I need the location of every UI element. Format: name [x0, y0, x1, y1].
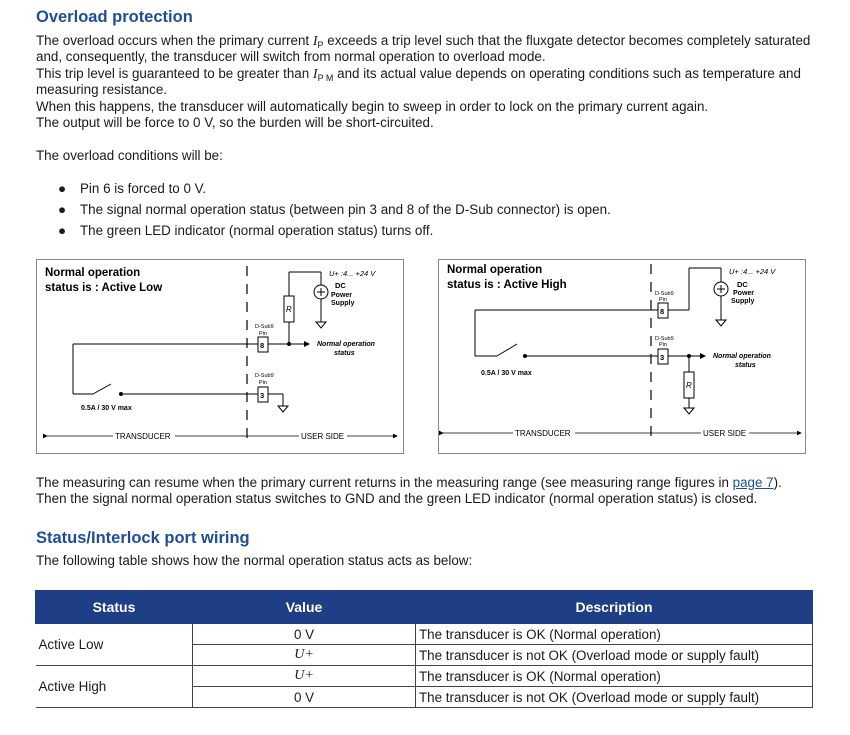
- pin-number: 3: [660, 353, 665, 362]
- table-row: [36, 666, 813, 687]
- status-label: status: [334, 350, 355, 357]
- value-cell: U+: [193, 666, 416, 687]
- status-table: [35, 590, 813, 708]
- status-cell: Active Low: [36, 624, 193, 666]
- wiring-intro: The following table shows how the normal operation status acts as below:: [36, 553, 473, 568]
- rating-label: 0.5A / 30 V max: [481, 370, 532, 377]
- status-cell: Active High: [36, 666, 193, 708]
- diagram-active-high: [438, 259, 806, 454]
- dsub-label: D-Sub9: [655, 291, 674, 297]
- paragraph-line: The output will be force to 0 V, so the burden will be short-circuited.: [36, 115, 434, 130]
- bullet-icon: ●: [58, 181, 67, 196]
- transducer-label: TRANSDUCER: [515, 429, 571, 438]
- description-cell: The transducer is OK (Normal operation): [416, 666, 813, 687]
- header-description: Description: [416, 591, 813, 624]
- dsub-label: Pin: [259, 380, 267, 386]
- diagram-active-low: [36, 259, 404, 454]
- value-cell: 0 V: [193, 624, 416, 645]
- resistor-label: R: [686, 381, 692, 390]
- current-symbol: I: [312, 34, 318, 49]
- value-cell: U+: [193, 645, 416, 666]
- text: exceeds a trip level such that the fluxgate detector becomes completely saturated: [323, 33, 811, 48]
- ground-symbol: [316, 322, 326, 328]
- conditions-intro: The overload conditions will be:: [36, 148, 223, 163]
- text: ).: [773, 475, 782, 490]
- dsub-label: Pin: [659, 342, 667, 348]
- dc-label: Power: [733, 290, 755, 297]
- table-row: [36, 624, 813, 645]
- switch-contact: [497, 344, 517, 356]
- paragraph-line: [36, 475, 782, 491]
- dc-label: Supply: [331, 300, 355, 307]
- diagram-title: status is : Active High: [447, 279, 567, 291]
- ground-symbol: [278, 406, 288, 412]
- switch-contact: [93, 384, 111, 394]
- resistor-label: R: [286, 305, 292, 314]
- text: This trip level is guaranteed to be greater than: [36, 66, 313, 81]
- paragraph-line: and, consequently, the transducer will switch from normal operation to overload mode.: [36, 49, 546, 64]
- supply-voltage: U+ :4... +24 V: [729, 267, 776, 276]
- user-side-label: USER SIDE: [301, 432, 345, 441]
- description-cell: The transducer is OK (Normal operation): [416, 624, 813, 645]
- page-link[interactable]: page 7: [732, 475, 774, 490]
- header-value: Value: [193, 591, 416, 624]
- status-label: status: [735, 362, 756, 369]
- description-cell: The transducer is not OK (Overload mode or supply fault): [416, 687, 813, 708]
- dsub-label: D-Sub9: [255, 373, 274, 379]
- diagram-title: Normal operation: [447, 264, 543, 276]
- section-heading-wiring: Status/Interlock port wiring: [36, 529, 250, 547]
- status-label: Normal operation: [713, 353, 771, 360]
- status-label: Normal operation: [317, 341, 375, 348]
- user-side-label: USER SIDE: [703, 429, 747, 438]
- bullet-text: Pin 6 is forced to 0 V.: [80, 181, 207, 196]
- current-subscript: P: [317, 40, 324, 50]
- ground-symbol: [684, 408, 694, 414]
- dc-label: Supply: [731, 298, 755, 305]
- value-cell: 0 V: [193, 687, 416, 708]
- section-heading-overload: Overload protection: [36, 8, 193, 26]
- paragraph-line: Then the signal normal operation status switches to GND and the green LED indicator (normal operation status) is closed.: [36, 491, 758, 506]
- circuit-diagram-high: [439, 260, 805, 453]
- table-header-row: [36, 591, 813, 624]
- current-symbol: I: [312, 67, 318, 82]
- pin-number: 8: [260, 341, 265, 350]
- text: The measuring can resume when the primary current returns in the measuring range (see measuring range figures in: [36, 475, 733, 490]
- ground-symbol: [716, 320, 726, 326]
- text: The overload occurs when the primary current: [36, 33, 313, 48]
- dc-label: DC: [737, 280, 748, 289]
- paragraph-line: When this happens, the transducer will automatically begin to sweep in order to lock on the primary current again.: [36, 99, 709, 114]
- bullet-text: The signal normal operation status (between pin 3 and 8 of the D-Sub connector) is open.: [80, 202, 611, 217]
- header-status: Status: [36, 591, 193, 624]
- dsub-label: D-Sub9: [655, 336, 674, 342]
- dsub-label: Pin: [659, 297, 667, 303]
- pin-number: 8: [660, 307, 665, 316]
- paragraph-line: measuring resistance.: [36, 82, 167, 97]
- dsub-label: Pin: [259, 331, 267, 337]
- description-cell: The transducer is not OK (Overload mode or supply fault): [416, 645, 813, 666]
- supply-voltage: U+ :4... +24 V: [329, 269, 376, 278]
- dc-label: DC: [335, 281, 346, 290]
- diagram-title: Normal operation: [45, 267, 141, 279]
- bullet-text: The green LED indicator (normal operation status) turns off.: [80, 223, 434, 238]
- dsub-label: D-Sub9: [255, 324, 274, 330]
- circuit-diagram-low: [37, 260, 403, 453]
- bullet-icon: ●: [58, 202, 67, 217]
- dc-label: Power: [331, 292, 353, 299]
- current-subscript: P M: [317, 73, 334, 83]
- text: and its actual value depends on operating conditions such as temperature and: [333, 66, 801, 81]
- bullet-icon: ●: [58, 223, 67, 238]
- pin-number: 3: [260, 391, 265, 400]
- rating-label: 0.5A / 30 V max: [81, 405, 132, 412]
- diagram-title: status is : Active Low: [45, 282, 163, 294]
- transducer-label: TRANSDUCER: [115, 432, 171, 441]
